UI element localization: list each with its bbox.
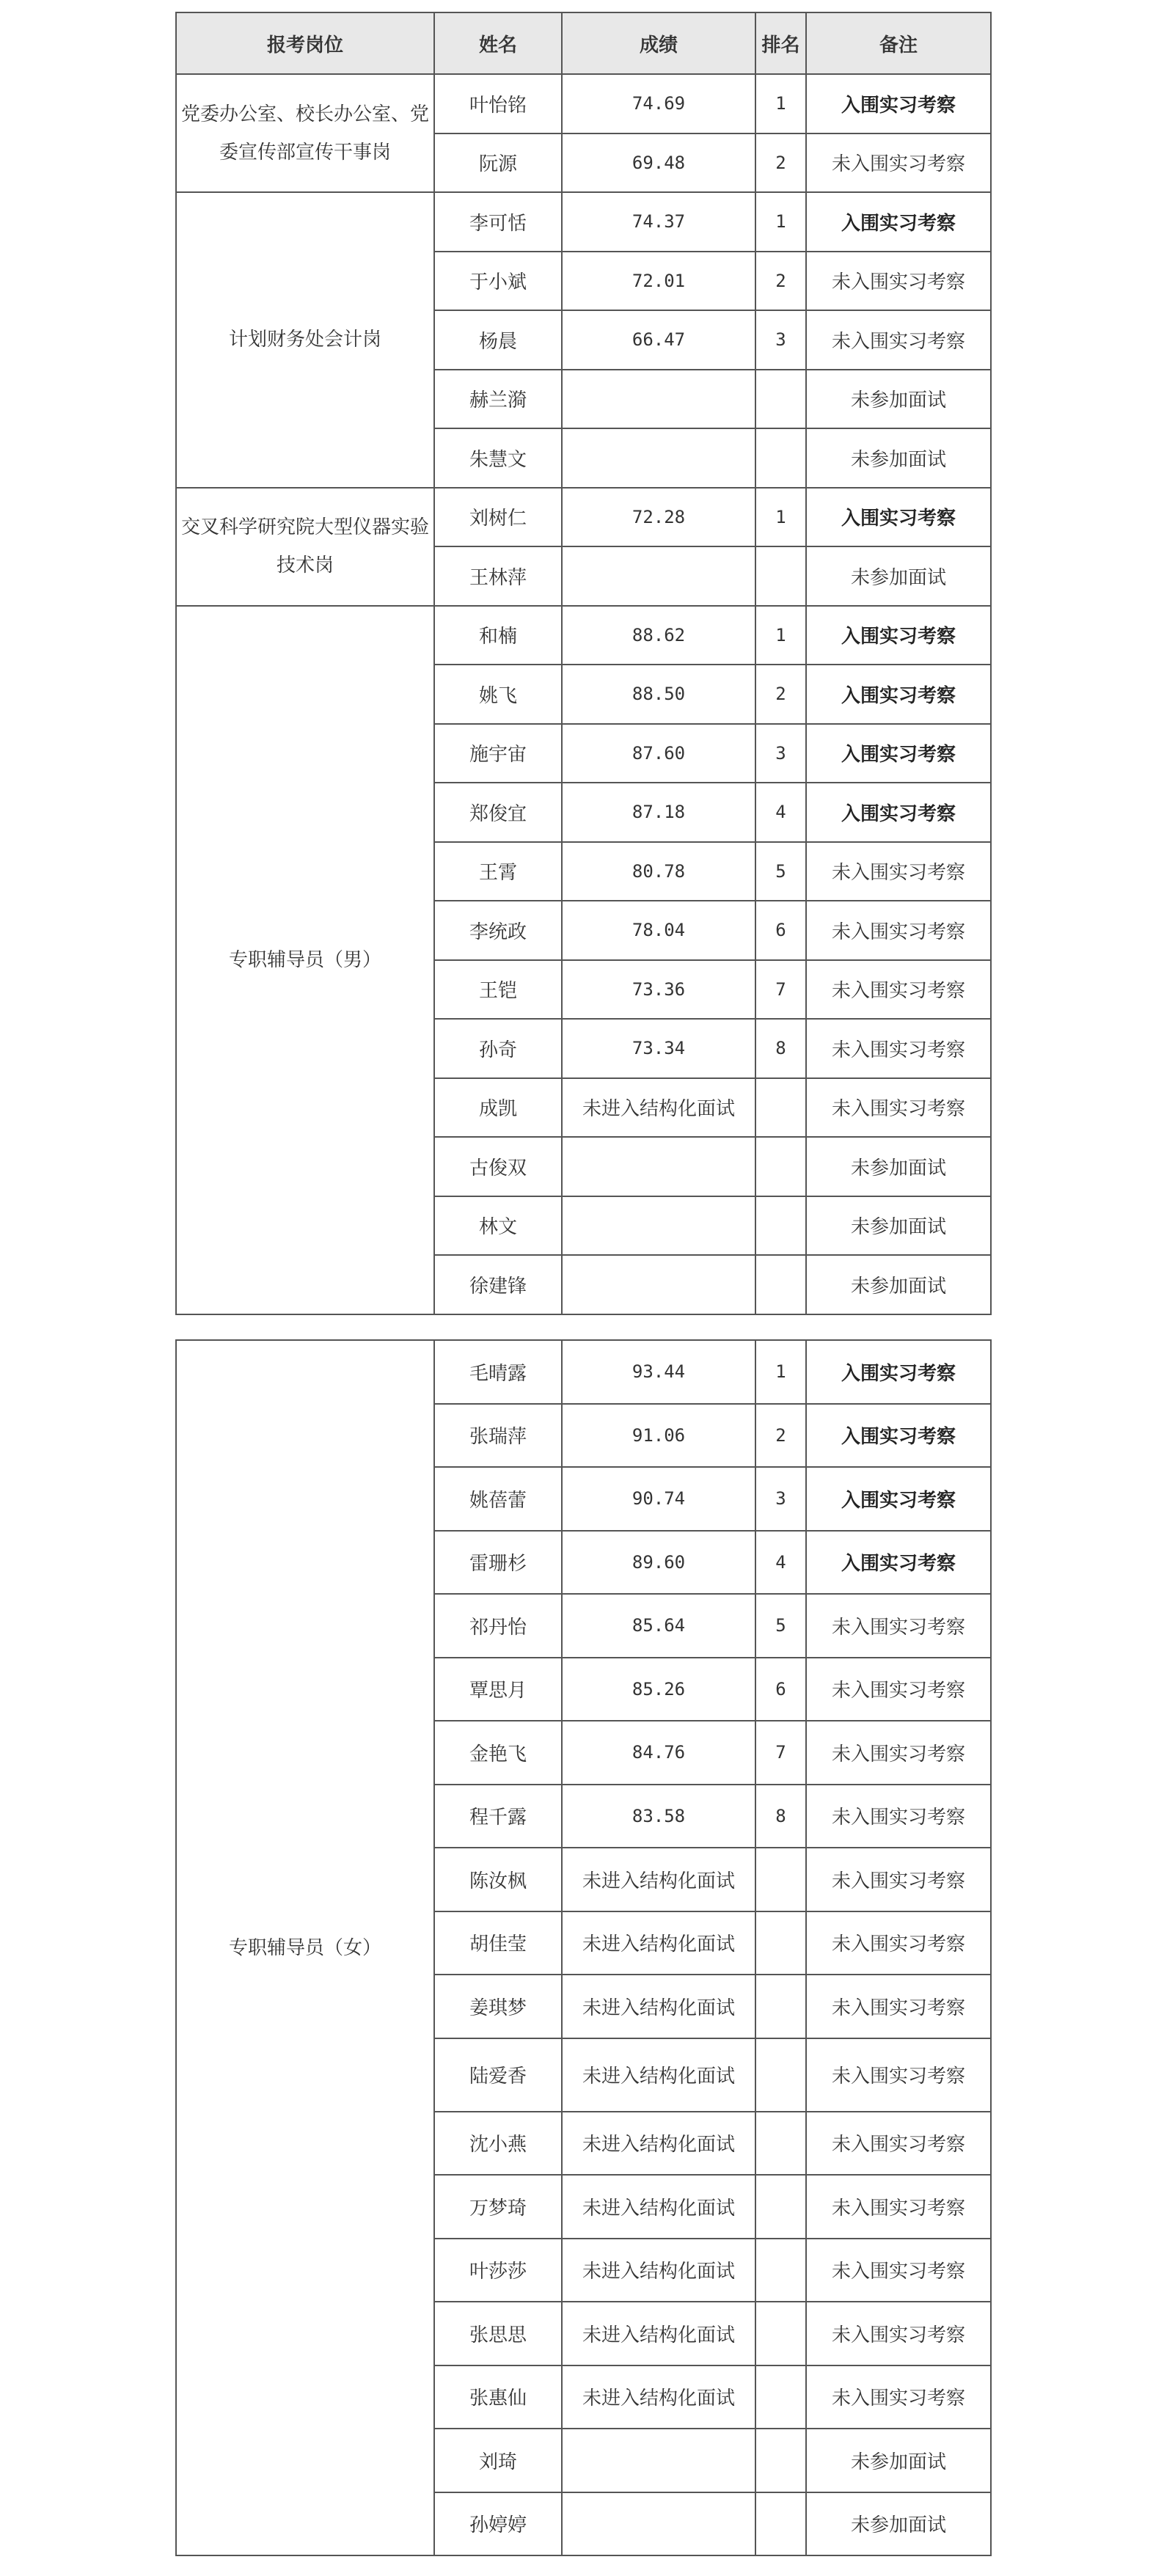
name-cell: 古俊双 [434, 1137, 562, 1196]
table-row [176, 488, 991, 547]
score-cell: 91.06 [562, 1404, 755, 1468]
rank-cell [755, 1078, 806, 1138]
rank-cell: 4 [755, 783, 806, 842]
name-cell: 于小斌 [434, 252, 562, 311]
remark-cell: 入围实习考察 [806, 488, 991, 547]
score-cell: 90.74 [562, 1467, 755, 1531]
remark-cell: 未入围实习考察 [806, 901, 991, 960]
remark-cell: 未入围实习考察 [806, 2302, 991, 2365]
score-cell: 87.60 [562, 724, 755, 783]
rank-cell: 3 [755, 724, 806, 783]
name-cell: 覃思月 [434, 1658, 562, 1721]
remark-cell: 未参加面试 [806, 1255, 991, 1314]
rank-cell: 1 [755, 606, 806, 665]
name-cell: 张瑞萍 [434, 1404, 562, 1468]
score-cell: 未进入结构化面试 [562, 2302, 755, 2365]
position-cell: 交叉科学研究院大型仪器实验技术岗 [176, 488, 434, 606]
remark-cell: 入围实习考察 [806, 1340, 991, 1404]
remark-cell: 未入围实习考察 [806, 2038, 991, 2112]
score-cell: 73.36 [562, 960, 755, 1020]
score-cell: 93.44 [562, 1340, 755, 1404]
score-cell: 未进入结构化面试 [562, 2112, 755, 2176]
score-cell: 74.69 [562, 74, 755, 133]
remark-cell: 未入围实习考察 [806, 252, 991, 311]
score-cell: 未进入结构化面试 [562, 1911, 755, 1975]
name-cell: 刘树仁 [434, 488, 562, 547]
header-score: 成绩 [562, 12, 755, 74]
remark-cell: 未参加面试 [806, 428, 991, 488]
score-cell: 78.04 [562, 901, 755, 960]
remark-cell: 入围实习考察 [806, 783, 991, 842]
score-cell: 73.34 [562, 1019, 755, 1078]
name-cell: 陈汝枫 [434, 1848, 562, 1911]
remark-cell: 未参加面试 [806, 370, 991, 429]
remark-cell: 未入围实习考察 [806, 2239, 991, 2302]
score-cell [562, 1137, 755, 1196]
score-cell: 89.60 [562, 1531, 755, 1595]
name-cell: 郑俊宜 [434, 783, 562, 842]
score-cell: 未进入结构化面试 [562, 1078, 755, 1138]
score-cell: 66.47 [562, 310, 755, 370]
score-cell: 未进入结构化面试 [562, 2365, 755, 2429]
rank-cell: 2 [755, 665, 806, 724]
remark-cell: 未入围实习考察 [806, 1785, 991, 1848]
remark-cell: 入围实习考察 [806, 1404, 991, 1468]
rank-cell [755, 2429, 806, 2492]
rank-cell: 3 [755, 1467, 806, 1531]
rank-cell [755, 370, 806, 429]
rank-cell [755, 2239, 806, 2302]
score-cell: 未进入结构化面试 [562, 1975, 755, 2038]
score-cell: 未进入结构化面试 [562, 2038, 755, 2112]
remark-cell: 未入围实习考察 [806, 1911, 991, 1975]
position-cell: 计划财务处会计岗 [176, 192, 434, 488]
remark-cell: 入围实习考察 [806, 192, 991, 252]
name-cell: 林文 [434, 1196, 562, 1256]
name-cell: 祁丹怡 [434, 1594, 562, 1658]
score-cell: 未进入结构化面试 [562, 2175, 755, 2239]
score-cell: 85.26 [562, 1658, 755, 1721]
name-cell: 毛晴露 [434, 1340, 562, 1404]
rank-cell [755, 428, 806, 488]
score-cell: 未进入结构化面试 [562, 2239, 755, 2302]
name-cell: 阮源 [434, 133, 562, 193]
remark-cell: 未参加面试 [806, 546, 991, 606]
rank-cell [755, 1196, 806, 1256]
header-remark: 备注 [806, 12, 991, 74]
remark-cell: 未入围实习考察 [806, 133, 991, 193]
rank-cell: 1 [755, 488, 806, 547]
rank-cell: 6 [755, 1658, 806, 1721]
table-row [176, 74, 991, 133]
score-cell: 72.01 [562, 252, 755, 311]
rank-cell: 2 [755, 252, 806, 311]
rank-cell [755, 1255, 806, 1314]
name-cell: 施宇宙 [434, 724, 562, 783]
score-cell [562, 546, 755, 606]
name-cell: 沈小燕 [434, 2112, 562, 2176]
score-cell: 88.50 [562, 665, 755, 724]
remark-cell: 未入围实习考察 [806, 1078, 991, 1138]
rank-cell [755, 2175, 806, 2239]
score-cell: 未进入结构化面试 [562, 1848, 755, 1911]
remark-cell: 未入围实习考察 [806, 1658, 991, 1721]
table-row [176, 606, 991, 665]
rank-cell: 8 [755, 1785, 806, 1848]
name-cell: 李统政 [434, 901, 562, 960]
rank-cell: 6 [755, 901, 806, 960]
score-cell [562, 428, 755, 488]
rank-cell [755, 1137, 806, 1196]
rank-cell [755, 1848, 806, 1911]
rank-cell [755, 2365, 806, 2429]
score-cell [562, 2429, 755, 2492]
rank-cell: 2 [755, 133, 806, 193]
score-cell [562, 1196, 755, 1256]
name-cell: 万梦琦 [434, 2175, 562, 2239]
rank-cell: 7 [755, 1721, 806, 1785]
remark-cell: 未入围实习考察 [806, 2175, 991, 2239]
remark-cell: 未参加面试 [806, 2492, 991, 2556]
score-cell [562, 1255, 755, 1314]
rank-cell: 5 [755, 842, 806, 901]
rank-cell: 1 [755, 1340, 806, 1404]
score-cell: 85.64 [562, 1594, 755, 1658]
name-cell: 李可恬 [434, 192, 562, 252]
score-cell: 69.48 [562, 133, 755, 193]
name-cell: 姚飞 [434, 665, 562, 724]
score-cell: 74.37 [562, 192, 755, 252]
name-cell: 张惠仙 [434, 2365, 562, 2429]
score-cell: 80.78 [562, 842, 755, 901]
remark-cell: 入围实习考察 [806, 74, 991, 133]
rank-cell [755, 1911, 806, 1975]
name-cell: 杨晨 [434, 310, 562, 370]
name-cell: 金艳飞 [434, 1721, 562, 1785]
name-cell: 胡佳莹 [434, 1911, 562, 1975]
rank-cell: 7 [755, 960, 806, 1020]
name-cell: 刘琦 [434, 2429, 562, 2492]
header-position: 报考岗位 [176, 12, 434, 74]
rank-cell: 1 [755, 192, 806, 252]
position-cell: 党委办公室、校长办公室、党委宣传部宣传干事岗 [176, 74, 434, 192]
results-table-2 [175, 1339, 992, 2556]
rank-cell: 4 [755, 1531, 806, 1595]
score-cell [562, 2492, 755, 2556]
score-cell: 87.18 [562, 783, 755, 842]
rank-cell: 1 [755, 74, 806, 133]
remark-cell: 未参加面试 [806, 1196, 991, 1256]
rank-cell [755, 2492, 806, 2556]
remark-cell: 未入围实习考察 [806, 1721, 991, 1785]
remark-cell: 未入围实习考察 [806, 960, 991, 1020]
rank-cell: 5 [755, 1594, 806, 1658]
name-cell: 叶怡铭 [434, 74, 562, 133]
position-cell: 专职辅导员（男） [176, 606, 434, 1314]
name-cell: 孙婷婷 [434, 2492, 562, 2556]
table-row [176, 1340, 991, 1404]
score-cell: 84.76 [562, 1721, 755, 1785]
remark-cell: 入围实习考察 [806, 1467, 991, 1531]
header-rank: 排名 [755, 12, 806, 74]
remark-cell: 未入围实习考察 [806, 1975, 991, 2038]
name-cell: 叶莎莎 [434, 2239, 562, 2302]
remark-cell: 入围实习考察 [806, 665, 991, 724]
remark-cell: 入围实习考察 [806, 606, 991, 665]
name-cell: 朱慧文 [434, 428, 562, 488]
remark-cell: 未入围实习考察 [806, 2112, 991, 2176]
name-cell: 孙奇 [434, 1019, 562, 1078]
score-cell: 83.58 [562, 1785, 755, 1848]
name-cell: 王林萍 [434, 546, 562, 606]
name-cell: 雷珊杉 [434, 1531, 562, 1595]
score-cell: 88.62 [562, 606, 755, 665]
remark-cell: 未参加面试 [806, 1137, 991, 1196]
remark-cell: 未入围实习考察 [806, 842, 991, 901]
name-cell: 赫兰漪 [434, 370, 562, 429]
table-1-body [176, 74, 991, 1314]
rank-cell [755, 2112, 806, 2176]
name-cell: 成凯 [434, 1078, 562, 1138]
rank-cell [755, 546, 806, 606]
table-row [176, 192, 991, 252]
position-cell: 专职辅导员（女） [176, 1340, 434, 2555]
header-name: 姓名 [434, 12, 562, 74]
table-header-row [176, 12, 991, 74]
name-cell: 和楠 [434, 606, 562, 665]
remark-cell: 未参加面试 [806, 2429, 991, 2492]
rank-cell: 2 [755, 1404, 806, 1468]
rank-cell [755, 2302, 806, 2365]
name-cell: 徐建锋 [434, 1255, 562, 1314]
score-cell: 72.28 [562, 488, 755, 547]
rank-cell [755, 1975, 806, 2038]
rank-cell: 3 [755, 310, 806, 370]
table-2-body [176, 1340, 991, 2555]
name-cell: 姚蓓蕾 [434, 1467, 562, 1531]
rank-cell [755, 2038, 806, 2112]
remark-cell: 未入围实习考察 [806, 2365, 991, 2429]
name-cell: 姜琪梦 [434, 1975, 562, 2038]
score-cell [562, 370, 755, 429]
name-cell: 王霄 [434, 842, 562, 901]
name-cell: 王铠 [434, 960, 562, 1020]
remark-cell: 入围实习考察 [806, 1531, 991, 1595]
remark-cell: 未入围实习考察 [806, 1594, 991, 1658]
remark-cell: 未入围实习考察 [806, 1848, 991, 1911]
results-table-1 [175, 12, 992, 1315]
remark-cell: 未入围实习考察 [806, 310, 991, 370]
name-cell: 陆爱香 [434, 2038, 562, 2112]
name-cell: 张思思 [434, 2302, 562, 2365]
rank-cell: 8 [755, 1019, 806, 1078]
remark-cell: 未入围实习考察 [806, 1019, 991, 1078]
name-cell: 程千露 [434, 1785, 562, 1848]
remark-cell: 入围实习考察 [806, 724, 991, 783]
